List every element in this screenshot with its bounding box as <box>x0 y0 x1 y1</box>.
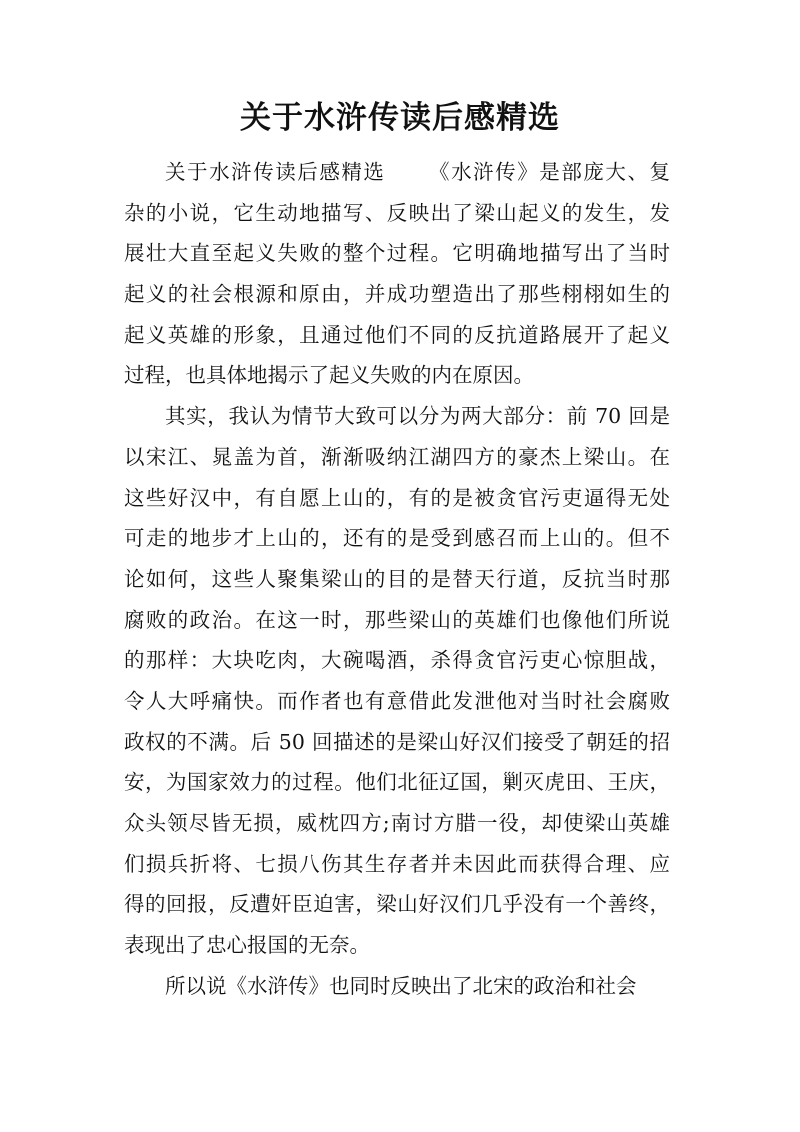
paragraph-line: 的那样：大块吃肉，大碗喝酒，杀得贪官污吏心惊胆战， <box>124 648 670 673</box>
paragraph-line: 得的回报，反遭奸臣迫害，梁山好汉们几乎没有一个善终， <box>124 892 670 917</box>
document-title: 关于水浒传读后感精选 <box>240 100 560 136</box>
paragraph-line: 安，为国家效力的过程。他们北征辽国，剿灭虎田、王庆， <box>124 770 670 795</box>
paragraph-line: 可走的地步才上山的，还有的是受到感召而上山的。但不 <box>124 526 670 551</box>
first-line-tail: 《水浒传》是部庞大、复 <box>427 160 670 184</box>
paragraph-line: 腐败的政治。在这一时，那些梁山的英雄们也像他们所说 <box>124 607 670 632</box>
paragraph-2 <box>124 396 670 966</box>
paragraph-1 <box>124 152 670 396</box>
paragraph-line: 以宋江、晁盖为首，渐渐吸纳江湖四方的豪杰上梁山。在 <box>124 444 670 469</box>
paragraph-line: 众头领尽皆无损，威枕四方;南讨方腊一役，却使梁山英雄 <box>124 811 670 835</box>
paragraph-line: 展壮大直至起义失败的整个过程。它明确地描写出了当时 <box>124 241 670 266</box>
paragraph-line: 表现出了忠心报国的无奈。 <box>124 933 370 958</box>
document-body <box>124 152 670 1006</box>
paragraph-line: 论如何，这些人聚集梁山的目的是替天行道，反抗当时那 <box>124 566 670 591</box>
paragraph-line: 起义的社会根源和原由，并成功塑造出了那些栩栩如生的 <box>124 282 670 307</box>
paragraph-line: 所以说《水浒传》也同时反映出了北宋的政治和社会 <box>165 973 637 998</box>
paragraph-line: 们损兵折将、七损八伤其生存者并未因此而获得合理、应 <box>124 851 670 876</box>
paragraph-line: 其实，我认为情节大致可以分为两大部分：前 70 回是 <box>165 404 670 429</box>
paragraph-line: 政权的不满。后 50 回描述的是梁山好汉们接受了朝廷的招 <box>124 729 670 754</box>
paragraph-3 <box>124 966 670 1007</box>
paragraph-line: 这些好汉中，有自愿上山的，有的是被贪官污吏逼得无处 <box>124 485 670 510</box>
paragraph-line: 令人大呼痛快。而作者也有意借此发泄他对当时社会腐败 <box>124 688 670 713</box>
inline-heading: 关于水浒传读后感精选 <box>165 160 386 184</box>
paragraph-line: 起义英雄的形象，且通过他们不同的反抗道路展开了起义 <box>124 322 670 347</box>
paragraph-line: 过程，也具体地揭示了起义失败的内在原因。 <box>124 363 534 388</box>
paragraph-line: 杂的小说，它生动地描写、反映出了梁山起义的发生，发 <box>124 200 670 225</box>
paragraph-line <box>124 152 670 193</box>
